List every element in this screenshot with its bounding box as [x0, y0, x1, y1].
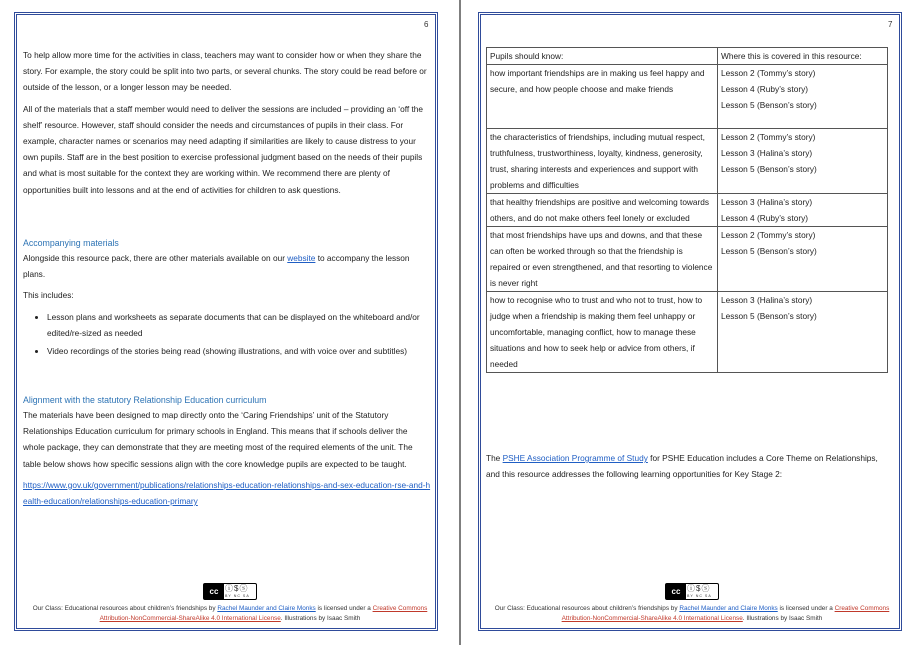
paragraph-alignment: The materials have been designed to map directly onto the ‘Caring Friendships’ unit of the Statutory Relationships Education curriculum for primary schools in England. This means that if schools deliver the whole package, they can demonstrate that they are meeting most of the required elements of the unit. The table below shows how specific sessions align with the core knowledge pupils are expected to be taught. [23, 410, 413, 469]
column-header-pupils-know: Pupils should know: [487, 48, 718, 65]
coverage-table-wrap [486, 47, 888, 373]
table-cell: Lesson 2 (Tommy’s story) Lesson 5 (Benson’s story) [718, 227, 888, 292]
materials-list [23, 309, 431, 360]
table-row [487, 292, 888, 373]
page-number: 6 [424, 20, 429, 29]
table-row [487, 129, 888, 194]
cc-by-nc-sa-icon: cc ⓘ$ⓢ BY NC SA [203, 583, 257, 600]
gov-uk-link[interactable]: https://www.gov.uk/government/publications/relationships-education-relationships-and-sex-education-rse-and-health-education/relationships-education-primary [23, 479, 431, 507]
list-item: • Video recordings of the stories being read (showing illustrations, and with voice over and subtitles) [47, 343, 431, 359]
list-item: • Lesson plans and worksheets as separate documents that can be displayed on the whiteboard and/or edited/re-sized as needed [47, 309, 431, 341]
page-6 [0, 0, 459, 645]
table-cell: Lesson 3 (Halina’s story) Lesson 5 (Benson’s story) [718, 292, 888, 373]
license-link[interactable]: Creative Commons Attribution-NonCommercial-ShareAlike 4.0 International License [99, 605, 428, 622]
table-cell: how to recognise who to trust and who not to trust, how to judge when a friendship is making them feel unhappy or uncomfortable, managing conflict, how to manage these situations and how to seek help or advice from others, if needed [487, 292, 718, 373]
table-cell: Lesson 2 (Tommy’s story) Lesson 3 (Halina’s story) Lesson 5 (Benson’s story) [718, 129, 888, 194]
paragraph-materials: All of the materials that a staff member would need to deliver the sessions are included – providing an ‘off the shelf’ resource. However, staff should consider the needs and circumstances of pupils in their class. For example, character names or scenarios may need adapting if similarities are likely to cause distress to your own pupils. Staff are in the best position to exercise professional judgment based on the needs of their pupils and what is most suitable for the context they are working within. We recommend there are plenty of opportunities built into lessons and at the end of activities for children to ask questions. [23, 103, 424, 195]
cc-by-nc-sa-icon: cc ⓘ$ⓢ BY NC SA [665, 583, 719, 600]
column-header-where-covered: Where this is covered in this resource: [718, 48, 888, 65]
table-cell: Lesson 2 (Tommy’s story) Lesson 4 (Ruby’s story) Lesson 5 (Benson’s story) [718, 65, 888, 129]
table-header-row [487, 48, 888, 65]
heading-accompanying-materials: Accompanying materials [23, 238, 119, 248]
table-cell: the characteristics of friendships, including mutual respect, truthfulness, trustworthiness, loyalty, kindness, generosity, trust, sharing interests and experiences and support with problems and difficulties [487, 129, 718, 194]
page-7 [461, 0, 920, 645]
table-row [487, 65, 888, 129]
includes-label: This includes: [23, 290, 74, 301]
table-cell: how important friendships are in making us feel happy and secure, and how people choose and make friends [487, 65, 718, 129]
accompanying-section [23, 236, 431, 361]
page-number: 7 [888, 20, 893, 29]
license-footer: cc ⓘ$ⓢ BY NC SA Our Class: Educational resources about children’s friendships by Rachel Maunder and Claire Monks is licensed under a Creative Commons Attribution-NonCommercial-ShareAlike 4.0 International License. Illustrations by Isaac Smith [32, 584, 428, 622]
table-cell: that most friendships have ups and downs, and that these can often be worked through so that the friendship is repaired or even strengthened, and that resorting to violence is never right [487, 227, 718, 292]
paragraph-accompanying: Alongside this resource pack, there are other materials available on our website to accompany the lesson plans. [23, 253, 410, 280]
paragraph-story-timing: To help allow more time for the activities in class, teachers may want to consider how or when they share the story. For example, the story could be split into two parts, or several chunks. The story could be read before or outside of the lesson, or a longer lesson may be needed. [23, 50, 427, 93]
pshe-programme-link[interactable]: PSHE Association Programme of Study [502, 453, 648, 463]
heading-alignment: Alignment with the statutory Relationship Education curriculum [23, 395, 267, 405]
table-row [487, 227, 888, 292]
table-row [487, 194, 888, 227]
pshe-section [486, 450, 886, 487]
page-6-body [23, 47, 431, 203]
license-footer: cc ⓘ$ⓢ BY NC SA Our Class: Educational resources about children’s friendships by Rachel Maunder and Claire Monks is licensed under a Creative Commons Attribution-NonCommercial-ShareAlike 4.0 International License. Illustrations by Isaac Smith [494, 584, 890, 622]
table-cell: Lesson 3 (Halina’s story) Lesson 4 (Ruby’s story) [718, 194, 888, 227]
paragraph-pshe: The PSHE Association Programme of Study for PSHE Education includes a Core Theme on Relationships, and this resource addresses the following learning opportunities for Key Stage 2: [486, 453, 878, 480]
license-link[interactable]: Creative Commons Attribution-NonCommercial-ShareAlike 4.0 International License [561, 605, 890, 622]
authors-link[interactable]: Rachel Maunder and Claire Monks [679, 605, 778, 612]
table-cell: that healthy friendships are positive and welcoming towards others, and do not make others feel lonely or excluded [487, 194, 718, 227]
coverage-table [486, 47, 888, 373]
alignment-section [23, 393, 431, 509]
website-link[interactable]: website [287, 253, 316, 263]
authors-link[interactable]: Rachel Maunder and Claire Monks [217, 605, 316, 612]
